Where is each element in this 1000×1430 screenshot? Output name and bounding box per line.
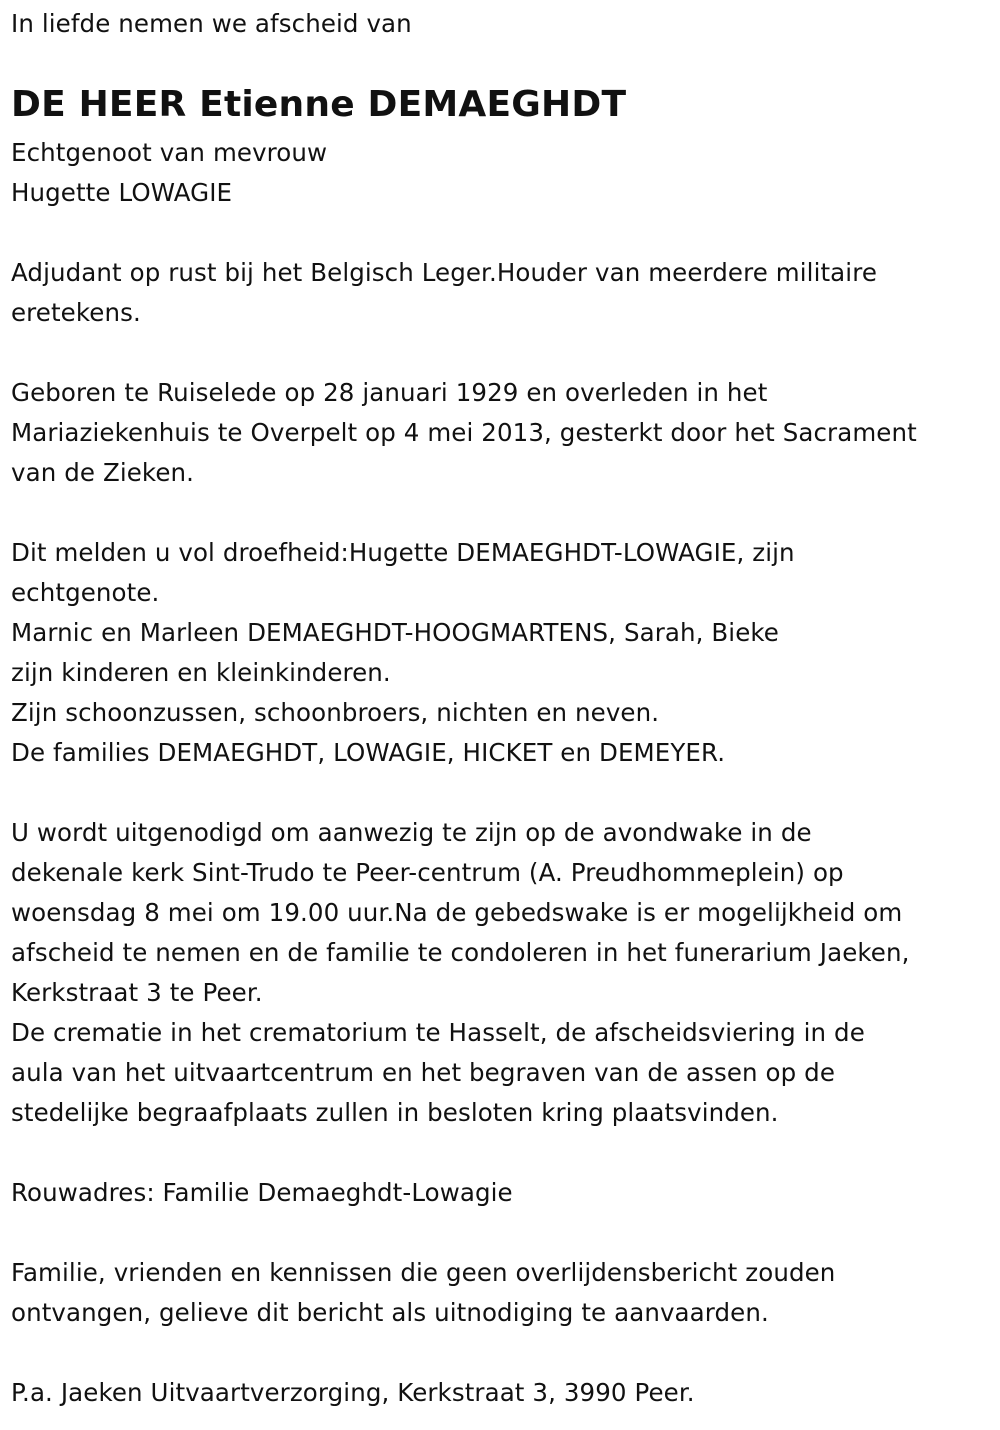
ceremony-line: dekenale kerk Sint-Trudo te Peer-centrum (A. Preudhommeplein) op [11, 858, 844, 887]
career-line: Adjudant op rust bij het Belgisch Leger.Houder van meerdere militaire [11, 258, 878, 287]
family-line: echtgenote. [11, 578, 160, 607]
birth-death-line: Geboren te Ruiselede op 28 januari 1929 en overleden in het [11, 378, 768, 407]
family-line: Zijn schoonzussen, schoonbroers, nichten en neven. [11, 698, 660, 727]
birth-death-line: van de Zieken. [11, 458, 195, 487]
spouse-name: Hugette LOWAGIE [11, 178, 233, 207]
birth-death-line: Mariaziekenhuis te Overpelt op 4 mei 2013, gesterkt door het Sacrament [11, 418, 917, 447]
ceremony-line: De crematie in het crematorium te Hasselt, de afscheidsviering in de [11, 1018, 865, 1047]
career-line: eretekens. [11, 298, 141, 327]
ceremony-line: Kerkstraat 3 te Peer. [11, 978, 263, 1007]
spouse-line: Echtgenoot van mevrouw [11, 138, 328, 167]
invitation-note-line: ontvangen, gelieve dit bericht als uitnodiging te aanvaarden. [11, 1298, 769, 1327]
family-line: zijn kinderen en kleinkinderen. [11, 658, 391, 687]
ceremony-line: afscheid te nemen en de familie te condoleren in het funerarium Jaeken, [11, 938, 910, 967]
deceased-name: DE HEER Etienne DEMAEGHDT [11, 84, 627, 125]
funeral-director: P.a. Jaeken Uitvaartverzorging, Kerkstraat 3, 3990 Peer. [11, 1378, 695, 1407]
family-line: Dit melden u vol droefheid:Hugette DEMAEGHDT-LOWAGIE, zijn [11, 538, 795, 567]
ceremony-line: woensdag 8 mei om 19.00 uur.Na de gebedswake is er mogelijkheid om [11, 898, 903, 927]
mourning-address: Rouwadres: Familie Demaeghdt-Lowagie [11, 1178, 513, 1207]
family-line: Marnic en Marleen DEMAEGHDT-HOOGMARTENS, Sarah, Bieke [11, 618, 779, 647]
family-line: De families DEMAEGHDT, LOWAGIE, HICKET en DEMEYER. [11, 738, 726, 767]
ceremony-line: stedelijke begraafplaats zullen in besloten kring plaatsvinden. [11, 1098, 779, 1127]
ceremony-line: U wordt uitgenodigd om aanwezig te zijn op de avondwake in de [11, 818, 812, 847]
intro-text: In liefde nemen we afscheid van [11, 9, 412, 38]
ceremony-line: aula van het uitvaartcentrum en het begraven van de assen op de [11, 1058, 836, 1087]
invitation-note-line: Familie, vrienden en kennissen die geen overlijdensbericht zouden [11, 1258, 836, 1287]
